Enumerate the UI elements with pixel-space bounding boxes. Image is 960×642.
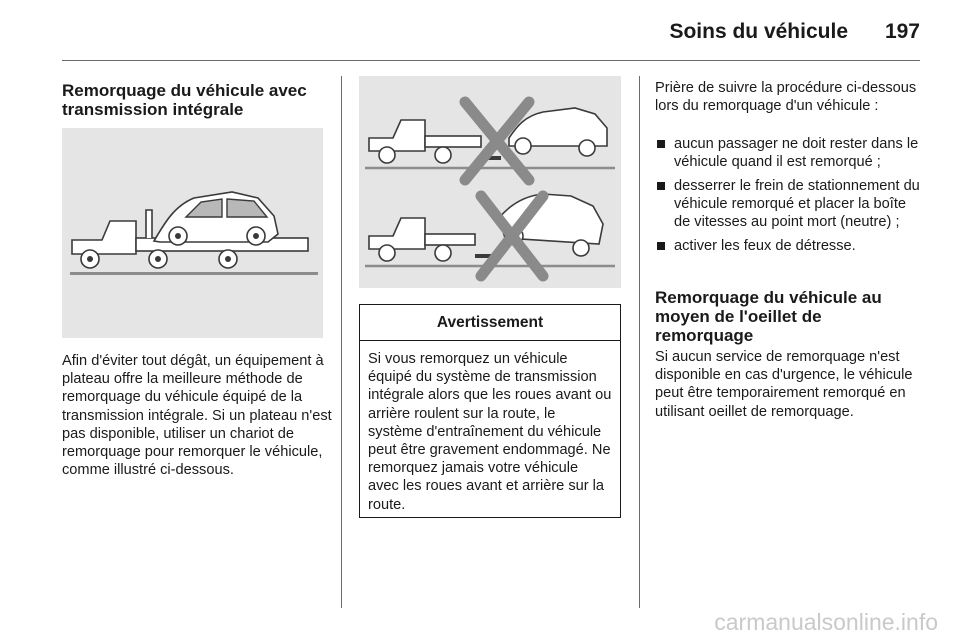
list-item: aucun passager ne doit rester dans le véhicule quand il est remorqué ;: [655, 135, 925, 171]
warning-box: [359, 304, 621, 518]
section-heading-towing-eye: Remorquage du véhicule au moyen de l'oeillet de remorquage: [655, 288, 882, 345]
warning-title: Avertissement: [360, 305, 620, 341]
section-heading-awd: Remorquage du véhicule avec transmission intégrale: [62, 81, 307, 119]
header-divider: [62, 60, 920, 61]
procedure-intro: Prière de suivre la procédure ci-dessous lors du remorquage d'un véhicule :: [655, 80, 917, 115]
watermark: carmanualsonline.info: [714, 609, 938, 635]
square-bullet-icon: [657, 140, 665, 148]
square-bullet-icon: [657, 242, 665, 250]
list-item: activer les feux de détresse.: [655, 237, 925, 255]
flatbed-truck-drawing: [62, 128, 323, 338]
procedure-list: [655, 135, 925, 261]
flatbed-illustration: [62, 128, 323, 338]
warning-text: Si vous remorquez un véhicule équipé du système de transmission intégrale alors que les roues avant ou arrière roulent sur la route, le système d'entraînement du véhicule peut être gravement endommagé. Ne remorquez jamais votre véhicule avec les roues avant et arrière sur la route.: [368, 351, 612, 513]
section-title: Soins du véhicule: [669, 20, 848, 43]
column-divider-right: [639, 76, 640, 608]
list-item: desserrer le frein de stationnement du véhicule remorqué et placer la boîte de vitesses au point mort (neutre) ;: [655, 177, 925, 232]
prohibited-towing-drawing: [359, 76, 621, 288]
flatbed-paragraph: Afin d'éviter tout dégât, un équipement à plateau offre la meilleure méthode de remorquage du véhicule équipé de la transmission intégrale. Si un plateau n'est pas disponible, utiliser un chariot de remorquage pour remorquer le véhicule, comme illustré ci-dessous.: [62, 353, 332, 479]
page-header: [0, 0, 960, 62]
column-divider-left: [341, 76, 342, 608]
towing-eye-paragraph: Si aucun service de remorquage n'est disponible en cas d'urgence, le véhicule peut être temporairement remorqué en utilisant oeillet de remorquage.: [655, 349, 913, 420]
square-bullet-icon: [657, 182, 665, 190]
dolly-illustration: [359, 76, 621, 288]
page-number: 197: [884, 20, 920, 43]
